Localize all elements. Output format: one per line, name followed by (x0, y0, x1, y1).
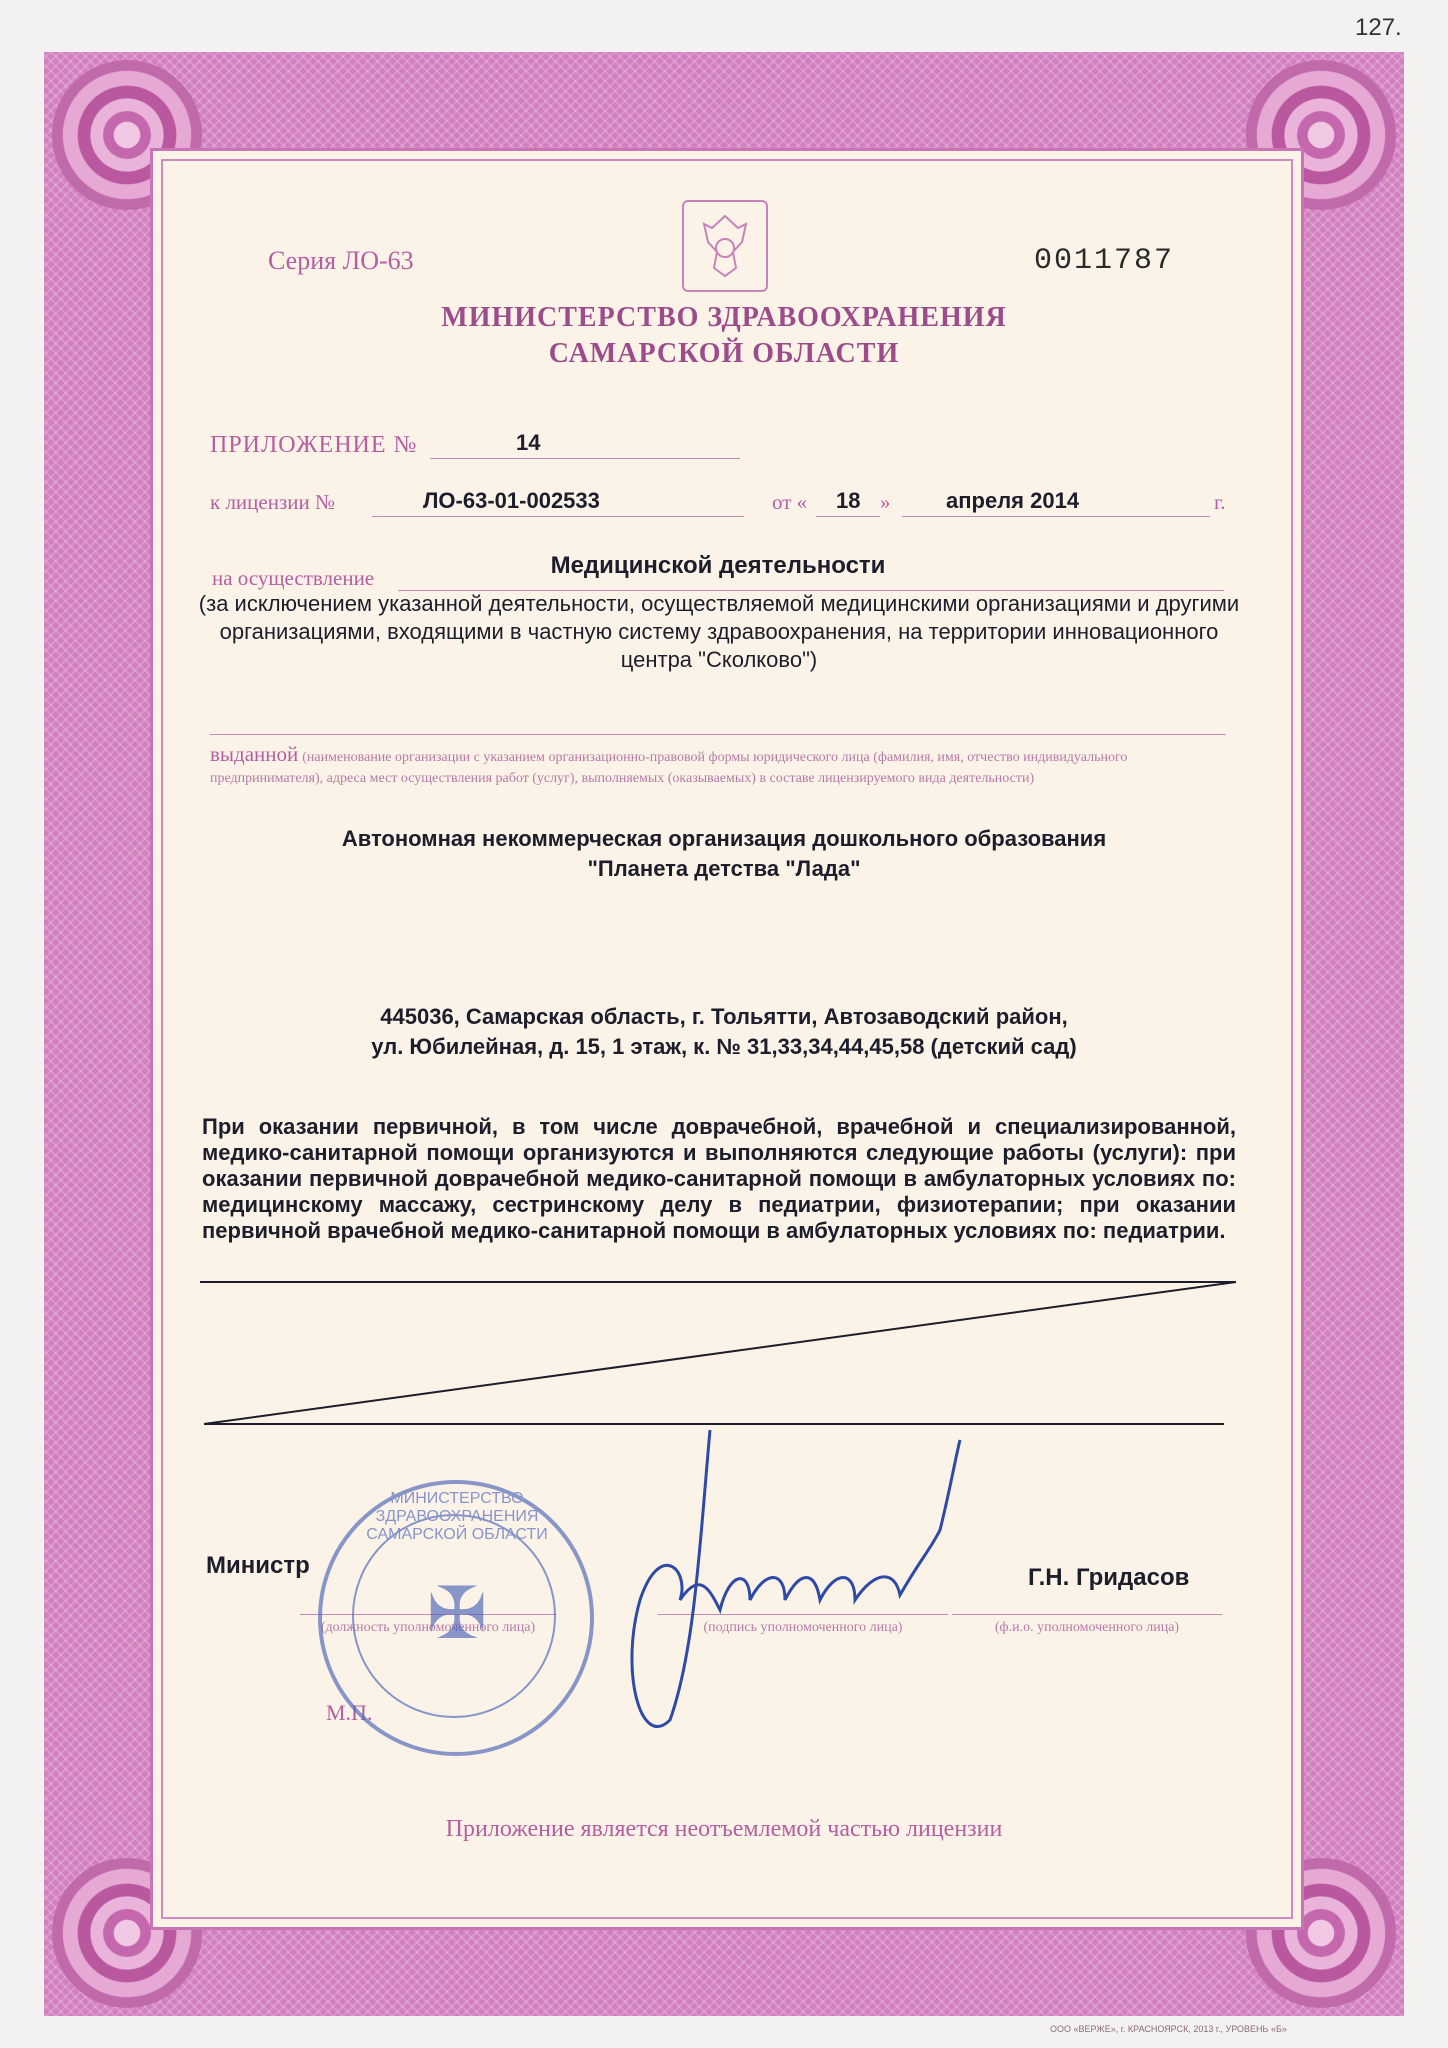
official-stamp (318, 1480, 594, 1756)
signature-hint: (подпись уполномоченного лица) (703, 1620, 903, 1635)
issued-hint: (наименование организации с указанием организационно-правовой формы юридического лица (фамилия, имя, отчество индивидуального предпринимателя), адреса мест осуществления работ (услуг), выполняемых (оказываемых) в составе лицензируемого вида деятельности) (210, 750, 1128, 786)
stamp-text: МИНИСТЕРСТВО ЗДРАВООХРАНЕНИЯ САМАРСКОЙ ОБЛАСТИ (366, 1490, 548, 1543)
signer-name: Г.Н. Гридасов (1028, 1564, 1190, 1591)
footer-note: Приложение является неотъемлемой частью лицензии (445, 1816, 1003, 1842)
date-month-line (902, 516, 1210, 517)
address-line1: 445036, Самарская область, г. Тольятти, Автозаводский район, (380, 1004, 1068, 1029)
corner-handwritten-number: 127. (1355, 14, 1402, 41)
stamp-eagle-icon: ✠ (426, 1574, 488, 1654)
document-number: 0011787 (1034, 244, 1175, 278)
date-month-year: апреля 2014 (946, 488, 1080, 513)
activity-title: Медицинской деятельности (550, 552, 886, 579)
appendix-number: 14 (516, 430, 541, 455)
ministry-title-line1: МИНИСТЕРСТВО ЗДРАВООХРАНЕНИЯ (441, 302, 1007, 333)
license-label: к лицензии № (210, 490, 336, 514)
name-hint: (ф.и.о. уполномоченного лица) (994, 1620, 1180, 1635)
activity-description: (за исключением указанной деятельности, осуществляемой медицинскими организациями и другими организациями, входящими в частную систему здравоохранения, на территории инновационного центра "Сколково") (198, 591, 1240, 672)
date-day-line (816, 516, 880, 517)
date-day-close: » (880, 490, 891, 514)
org-name-line1: Автономная некоммерческая организация дошкольного образования (341, 826, 1107, 851)
issued-label: выданной (210, 742, 299, 766)
handwritten-signature (600, 1420, 1080, 1760)
seal-mark: М.П. (326, 1700, 373, 1725)
activity-label: на осуществление (212, 566, 375, 590)
coat-of-arms-icon (682, 200, 768, 292)
org-name-line2: "Планета детства "Лада" (587, 856, 861, 881)
signer-position: Министр (206, 1552, 310, 1579)
date-year-suffix: г. (1214, 490, 1226, 514)
z-strike-lines (200, 1280, 1240, 1430)
address-line2: ул. Юбилейная, д. 15, 1 этаж, к. № 31,33,34,44,45,58 (детский сад) (371, 1034, 1077, 1059)
license-number: ЛО-63-01-002533 (423, 488, 600, 513)
appendix-number-line (430, 458, 740, 459)
license-number-line (372, 516, 744, 517)
activity-underline (210, 734, 1226, 735)
date-day: 18 (836, 488, 861, 513)
ministry-title-line2: САМАРСКОЙ ОБЛАСТИ (548, 338, 900, 369)
services-text: При оказании первичной, в том числе доврачебной, врачебной и специализированной, медико-санитарной помощи организуются и выполняются следующие работы (услуги): при оказании первичной доврачебной медико-санитарной помощи в амбулаторных условиях по: медицинскому массажу, сестринскому делу в педиатрии, физиотерапии; при оказании первичной врачебной медико-санитарной помощи в амбулаторных условиях по: педиатрии. (202, 1114, 1236, 1243)
series-label: Серия ЛО-63 (268, 246, 414, 275)
date-from-label: от « (772, 490, 808, 514)
printer-note: ООО «ВЕРЖЕ», г. КРАСНОЯРСК, 2013 г., УРОВЕНЬ «Б» (1050, 2024, 1287, 2034)
appendix-label: ПРИЛОЖЕНИЕ № (210, 432, 418, 458)
issued-block (210, 744, 1228, 789)
position-hint: (должность уполномоченного лица) (320, 1620, 536, 1635)
